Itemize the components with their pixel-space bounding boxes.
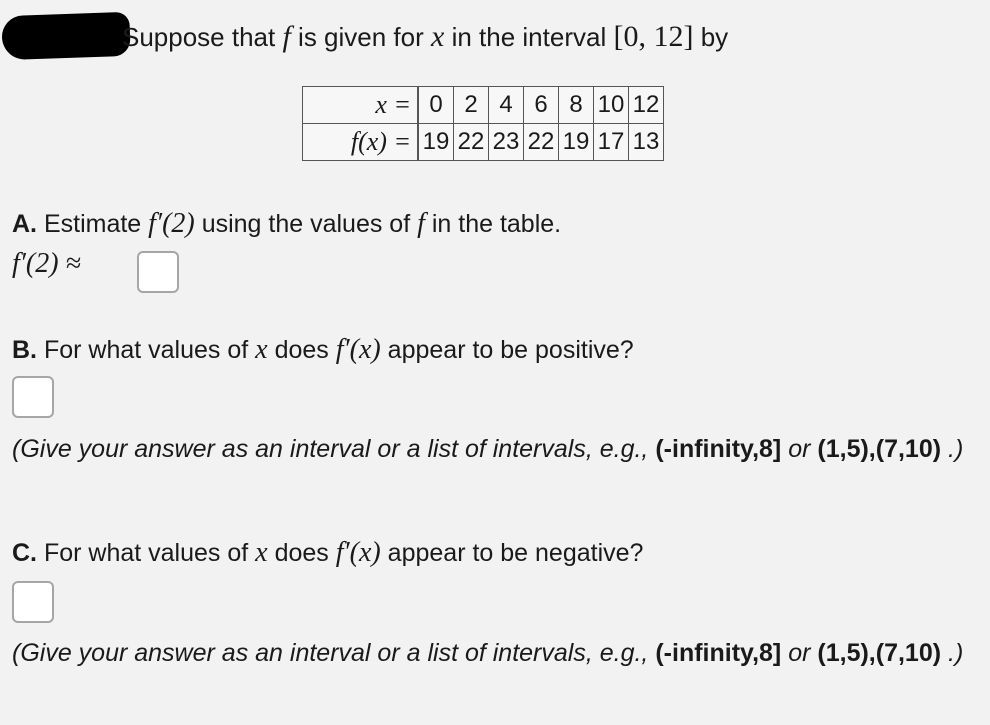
part-b-hint-before: (Give your answer as an interval or a list of intervals, e.g., (12, 435, 649, 463)
part-b-hint-example-2: (1,5),(7,10) (817, 435, 942, 463)
x-header: x = (303, 87, 419, 124)
part-c-hint-example-1: (-infinity,8] (655, 639, 782, 667)
f-cell: 23 (489, 124, 524, 161)
f-cell: 19 (418, 124, 454, 161)
x-symbol: x (431, 20, 445, 53)
part-b-hint (12, 430, 972, 468)
part-c-text-middle: does (274, 539, 329, 567)
part-b-letter: B. (12, 336, 37, 364)
values-table (302, 86, 664, 161)
x-cell: 4 (489, 87, 524, 124)
x-cell: 12 (629, 87, 664, 124)
part-b-hint-after: .) (948, 435, 964, 463)
interval: [0, 12] (613, 20, 694, 53)
part-b-answer-input[interactable] (12, 376, 54, 418)
part-c-x-symbol: x (255, 537, 268, 568)
intro-text-middle: is given for (298, 22, 424, 52)
f-row (303, 124, 664, 161)
problem-intro (122, 20, 728, 54)
part-c-hint-before: (Give your answer as an interval or a list of intervals, e.g., (12, 639, 649, 667)
part-b-hint-or: or (788, 435, 811, 463)
part-a-approx: f′(2) ≈ (12, 248, 81, 279)
part-c-hint-or: or (788, 639, 811, 667)
part-b-text-middle: does (274, 336, 329, 364)
intro-text-after: in the interval (451, 22, 607, 52)
part-c-hint-after: .) (948, 639, 964, 667)
part-a-text-middle: using the values of (201, 210, 411, 238)
x-cell: 2 (454, 87, 489, 124)
part-b-question (12, 334, 634, 366)
part-c-hint (12, 634, 972, 672)
part-c-expr: f′(x) (335, 537, 381, 568)
part-a-letter: A. (12, 210, 37, 238)
f-cell: 22 (454, 124, 489, 161)
x-cell: 6 (524, 87, 559, 124)
x-cell: 0 (418, 87, 454, 124)
f-cell: 22 (524, 124, 559, 161)
intro-text-before: Suppose that (122, 22, 276, 52)
part-a-question (12, 208, 561, 240)
part-c-letter: C. (12, 539, 37, 567)
part-c-answer-input[interactable] (12, 581, 54, 623)
part-b-x-symbol: x (255, 334, 268, 365)
x-cell: 10 (594, 87, 629, 124)
part-b-expr: f′(x) (335, 334, 381, 365)
part-a-f-symbol: f (417, 208, 425, 239)
part-a-text-before: Estimate (43, 210, 142, 238)
x-cell: 8 (559, 87, 594, 124)
part-a-expr: f′(2) (148, 208, 195, 239)
part-b-text-before: For what values of (43, 336, 249, 364)
f-cell: 19 (559, 124, 594, 161)
part-a-answer-input[interactable] (137, 251, 179, 293)
part-b-hint-example-1: (-infinity,8] (655, 435, 782, 463)
redaction-mark (1, 12, 130, 60)
f-cell: 17 (594, 124, 629, 161)
part-b-text-after: appear to be positive? (387, 336, 634, 364)
part-c-text-before: For what values of (43, 539, 249, 567)
intro-text-end: by (700, 22, 729, 52)
part-a-text-after: in the table. (431, 210, 562, 238)
x-row (303, 87, 664, 124)
part-c-hint-example-2: (1,5),(7,10) (817, 639, 942, 667)
part-c-question (12, 537, 643, 569)
f-header: f(x) = (303, 124, 419, 161)
part-c-text-after: appear to be negative? (387, 539, 644, 567)
f-cell: 13 (629, 124, 664, 161)
f-symbol: f (282, 20, 291, 53)
